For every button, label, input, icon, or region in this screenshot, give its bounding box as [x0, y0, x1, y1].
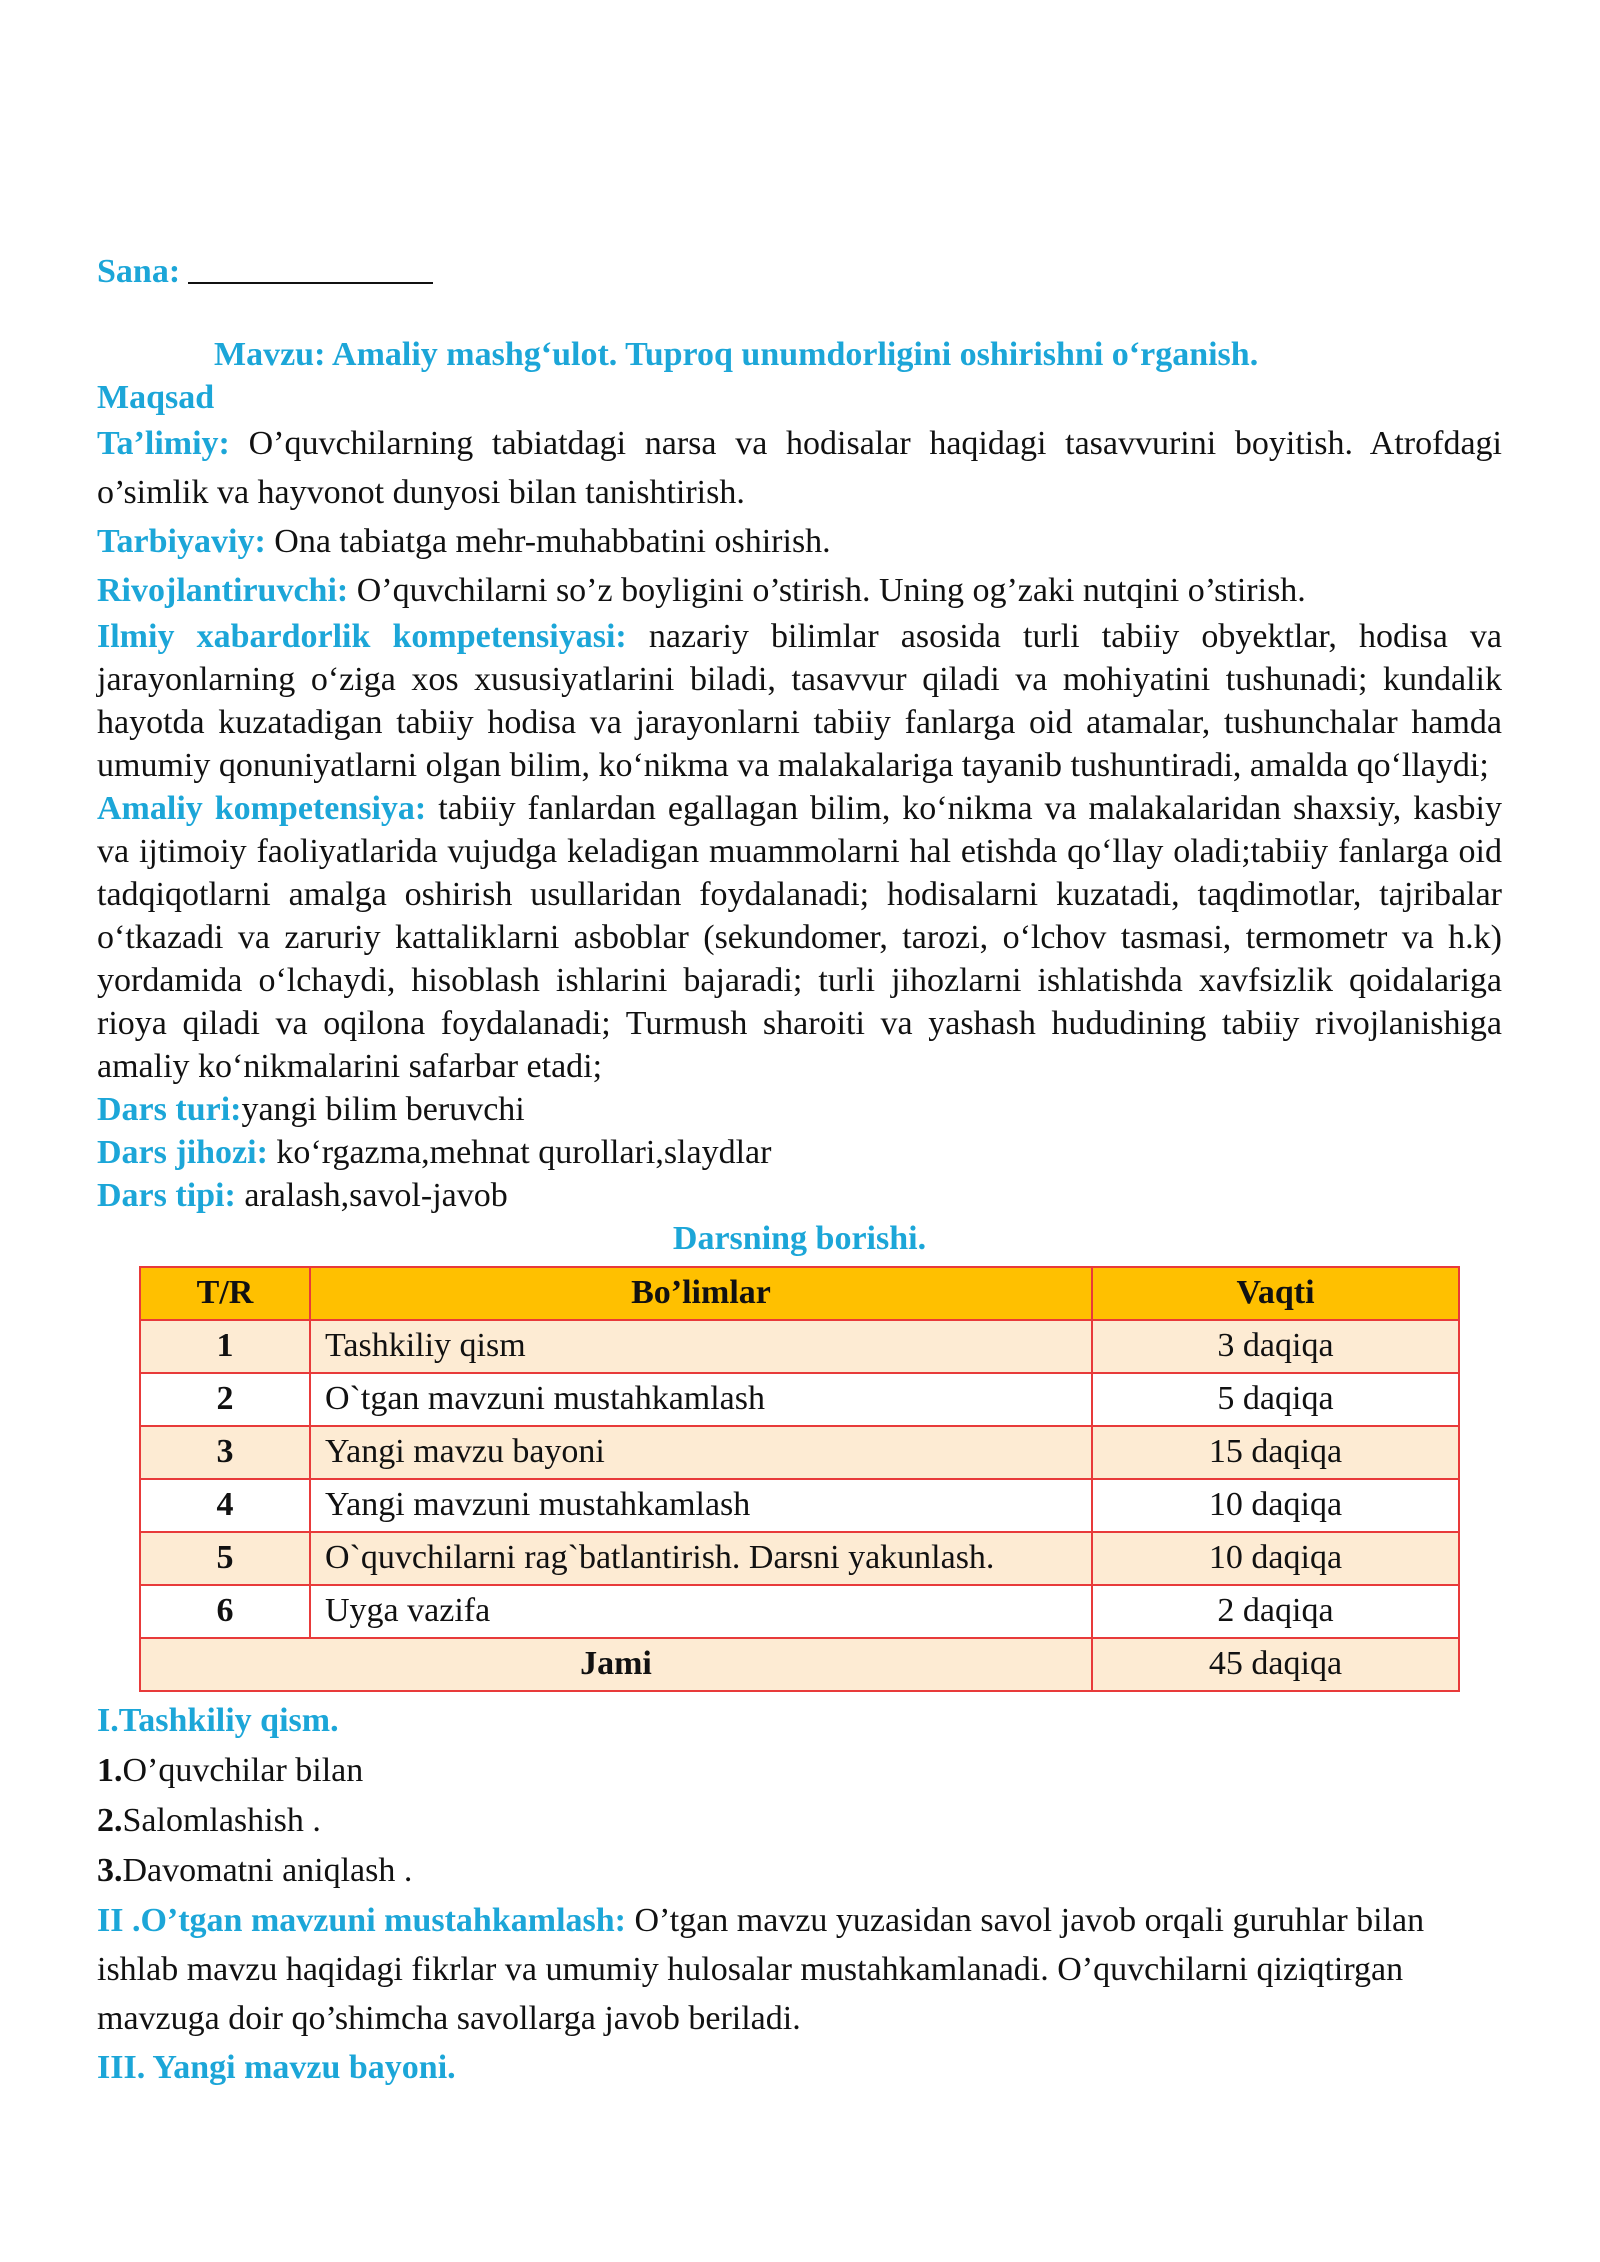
lesson-type-label: Dars turi:	[97, 1091, 242, 1128]
developmental-goal-text: O’quvchilarni so’z boyligini o’stirish. Uning og’zaki nutqini o’stirish.	[348, 572, 1306, 609]
goal-heading: Maqsad	[97, 379, 215, 416]
scientific-competence	[97, 615, 1502, 787]
row-number: 6	[140, 1585, 310, 1638]
row-time: 15 daqiqa	[1092, 1426, 1459, 1479]
column-header-time: Vaqti	[1092, 1267, 1459, 1320]
upbringing-goal	[97, 517, 1502, 566]
lesson-plan-document	[97, 250, 1502, 2092]
scientific-competence-label: Ilmiy xabardorlik kompetensiyasi:	[97, 618, 627, 655]
lesson-kind-label: Dars tipi:	[97, 1177, 236, 1214]
lesson-plan-table	[139, 1266, 1460, 1692]
lesson-equipment-text: ko‘rgazma,mehnat qurollari,slaydlar	[267, 1134, 772, 1171]
row-time: 3 daqiqa	[1092, 1320, 1459, 1373]
row-number: 2	[140, 1373, 310, 1426]
practical-competence-label: Amaliy kompetensiya:	[97, 790, 427, 827]
row-time: 2 daqiqa	[1092, 1585, 1459, 1638]
list-item: 3.Davomatni aniqlash .	[97, 1852, 413, 1889]
educational-goal-text: O’quvchilarning tabiatdagi narsa va hodisalar haqidagi tasavvurini boyitish. Atrofdagi o’simlik va hayvonot dunyosi bilan tanishtirish.	[97, 425, 1502, 511]
lesson-kind	[97, 1174, 1502, 1217]
row-section: Yangi mavzu bayoni	[310, 1426, 1092, 1479]
row-time: 10 daqiqa	[1092, 1479, 1459, 1532]
date-label: Sana:	[97, 253, 181, 290]
table-row	[140, 1532, 1459, 1585]
lesson-type	[97, 1088, 1502, 1131]
lesson-flow-title: Darsning borishi.	[672, 1220, 927, 1257]
column-header-number: T/R	[140, 1267, 310, 1320]
list-item: 2.Salomlashish .	[97, 1802, 321, 1839]
row-time: 5 daqiqa	[1092, 1373, 1459, 1426]
list-item: 1.O’quvchilar bilan	[97, 1752, 364, 1789]
row-section: Tashkiliy qism	[310, 1320, 1092, 1373]
table-row	[140, 1479, 1459, 1532]
section-2-label: II .O’tgan mavzuni mustahkamlash:	[97, 1902, 626, 1939]
row-time: 10 daqiqa	[1092, 1532, 1459, 1585]
upbringing-goal-label: Tarbiyaviy:	[97, 523, 266, 560]
row-number: 5	[140, 1532, 310, 1585]
scientific-competence-text: nazariy bilimlar asosida turli tabiiy obyektlar, hodisa va jarayonlarning o‘ziga xos xususiyatlarini biladi, tasavvur qiladi va mohiyatini tushunadi; kundalik hayotda kuzatadigan tabiiy hodisa va jarayonlarni tabiiy fanlarga oid atamalar, tushunchalar hamda umumiy qonuniyatlarni olgan bilim, ko‘nikma va malakalariga tayanib tushuntiradi, amalda qo‘llaydi;	[97, 618, 1502, 784]
table-header-row	[140, 1267, 1459, 1320]
table-row	[140, 1373, 1459, 1426]
developmental-goal	[97, 566, 1502, 615]
lesson-kind-text: aralash,savol-javob	[235, 1177, 508, 1214]
table-row	[140, 1585, 1459, 1638]
section-2-text: O’tgan mavzu yuzasidan savol javob orqali guruhlar bilan ishlab mavzu haqidagi fikrlar va umumiy hulosalar mustahkamlanadi. O’quvchilarni qiziqtirgan mavzuga doir qo’shimcha savollarga javob beriladi.	[97, 1902, 1425, 2037]
row-number: 1	[140, 1320, 310, 1373]
date-line	[97, 250, 1502, 293]
date-blank	[188, 252, 433, 284]
row-section: Yangi mavzuni mustahkamlash	[310, 1479, 1092, 1532]
upbringing-goal-text: Ona tabiatga mehr-muhabbatini oshirish.	[265, 523, 831, 560]
practical-competence	[97, 787, 1502, 1088]
topic-title: Mavzu: Amaliy mashg‘ulot. Tuproq unumdorligini oshirishni o‘rganish.	[214, 336, 1259, 373]
organizational-section	[97, 1696, 1502, 1896]
row-section: Uyga vazifa	[310, 1585, 1092, 1638]
section-3-title: III. Yangi mavzu bayoni.	[97, 2049, 456, 2086]
educational-goal	[97, 419, 1502, 517]
row-number: 4	[140, 1479, 310, 1532]
lesson-type-text: yangi bilim beruvchi	[241, 1091, 525, 1128]
row-number: 3	[140, 1426, 310, 1479]
section-1-title: I.Tashkiliy qism.	[97, 1702, 339, 1739]
developmental-goal-label: Rivojlantiruvchi:	[97, 572, 349, 609]
educational-goal-label: Ta’limiy:	[97, 425, 230, 462]
practical-competence-text: tabiiy fanlardan egallagan bilim, ko‘nikma va malakalaridan shaxsiy, kasbiy va ijtimoiy faoliyatlarida vujudga keladigan muammolarni hal etishda qo‘llay oladi;tabiiy fanlarga oid tadqiqotlarni amalga oshirish usullaridan foydalanadi; hodisalarni kuzatadi, taqdimotlar, tajribalar o‘tkazadi va zaruriy kattaliklarni asboblar (sekundomer, tarozi, o‘lchov tasmasi, termometr va h.k) yordamida o‘lchaydi, hisoblash ishlarini bajaradi; turli jihozlarni ishlatishda xavfsizlik qoidalariga rioya qiladi va oqilona foydalanadi; Turmush sharoiti va yashash hududining tabiiy rivojlanishiga amaliy ko‘nikmalarini safarbar etadi;	[97, 790, 1502, 1085]
lesson-equipment-label: Dars jihozi:	[97, 1134, 268, 1171]
table-row	[140, 1320, 1459, 1373]
total-label: Jami	[140, 1638, 1092, 1691]
column-header-sections: Bo’limlar	[310, 1267, 1092, 1320]
row-section: O`tgan mavzuni mustahkamlash	[310, 1373, 1092, 1426]
table-row	[140, 1426, 1459, 1479]
table-total-row	[140, 1638, 1459, 1691]
lesson-equipment	[97, 1131, 1502, 1174]
section-2	[97, 1896, 1502, 2043]
total-time: 45 daqiqa	[1092, 1638, 1459, 1691]
row-section: O`quvchilarni rag`batlantirish. Darsni yakunlash.	[310, 1532, 1092, 1585]
